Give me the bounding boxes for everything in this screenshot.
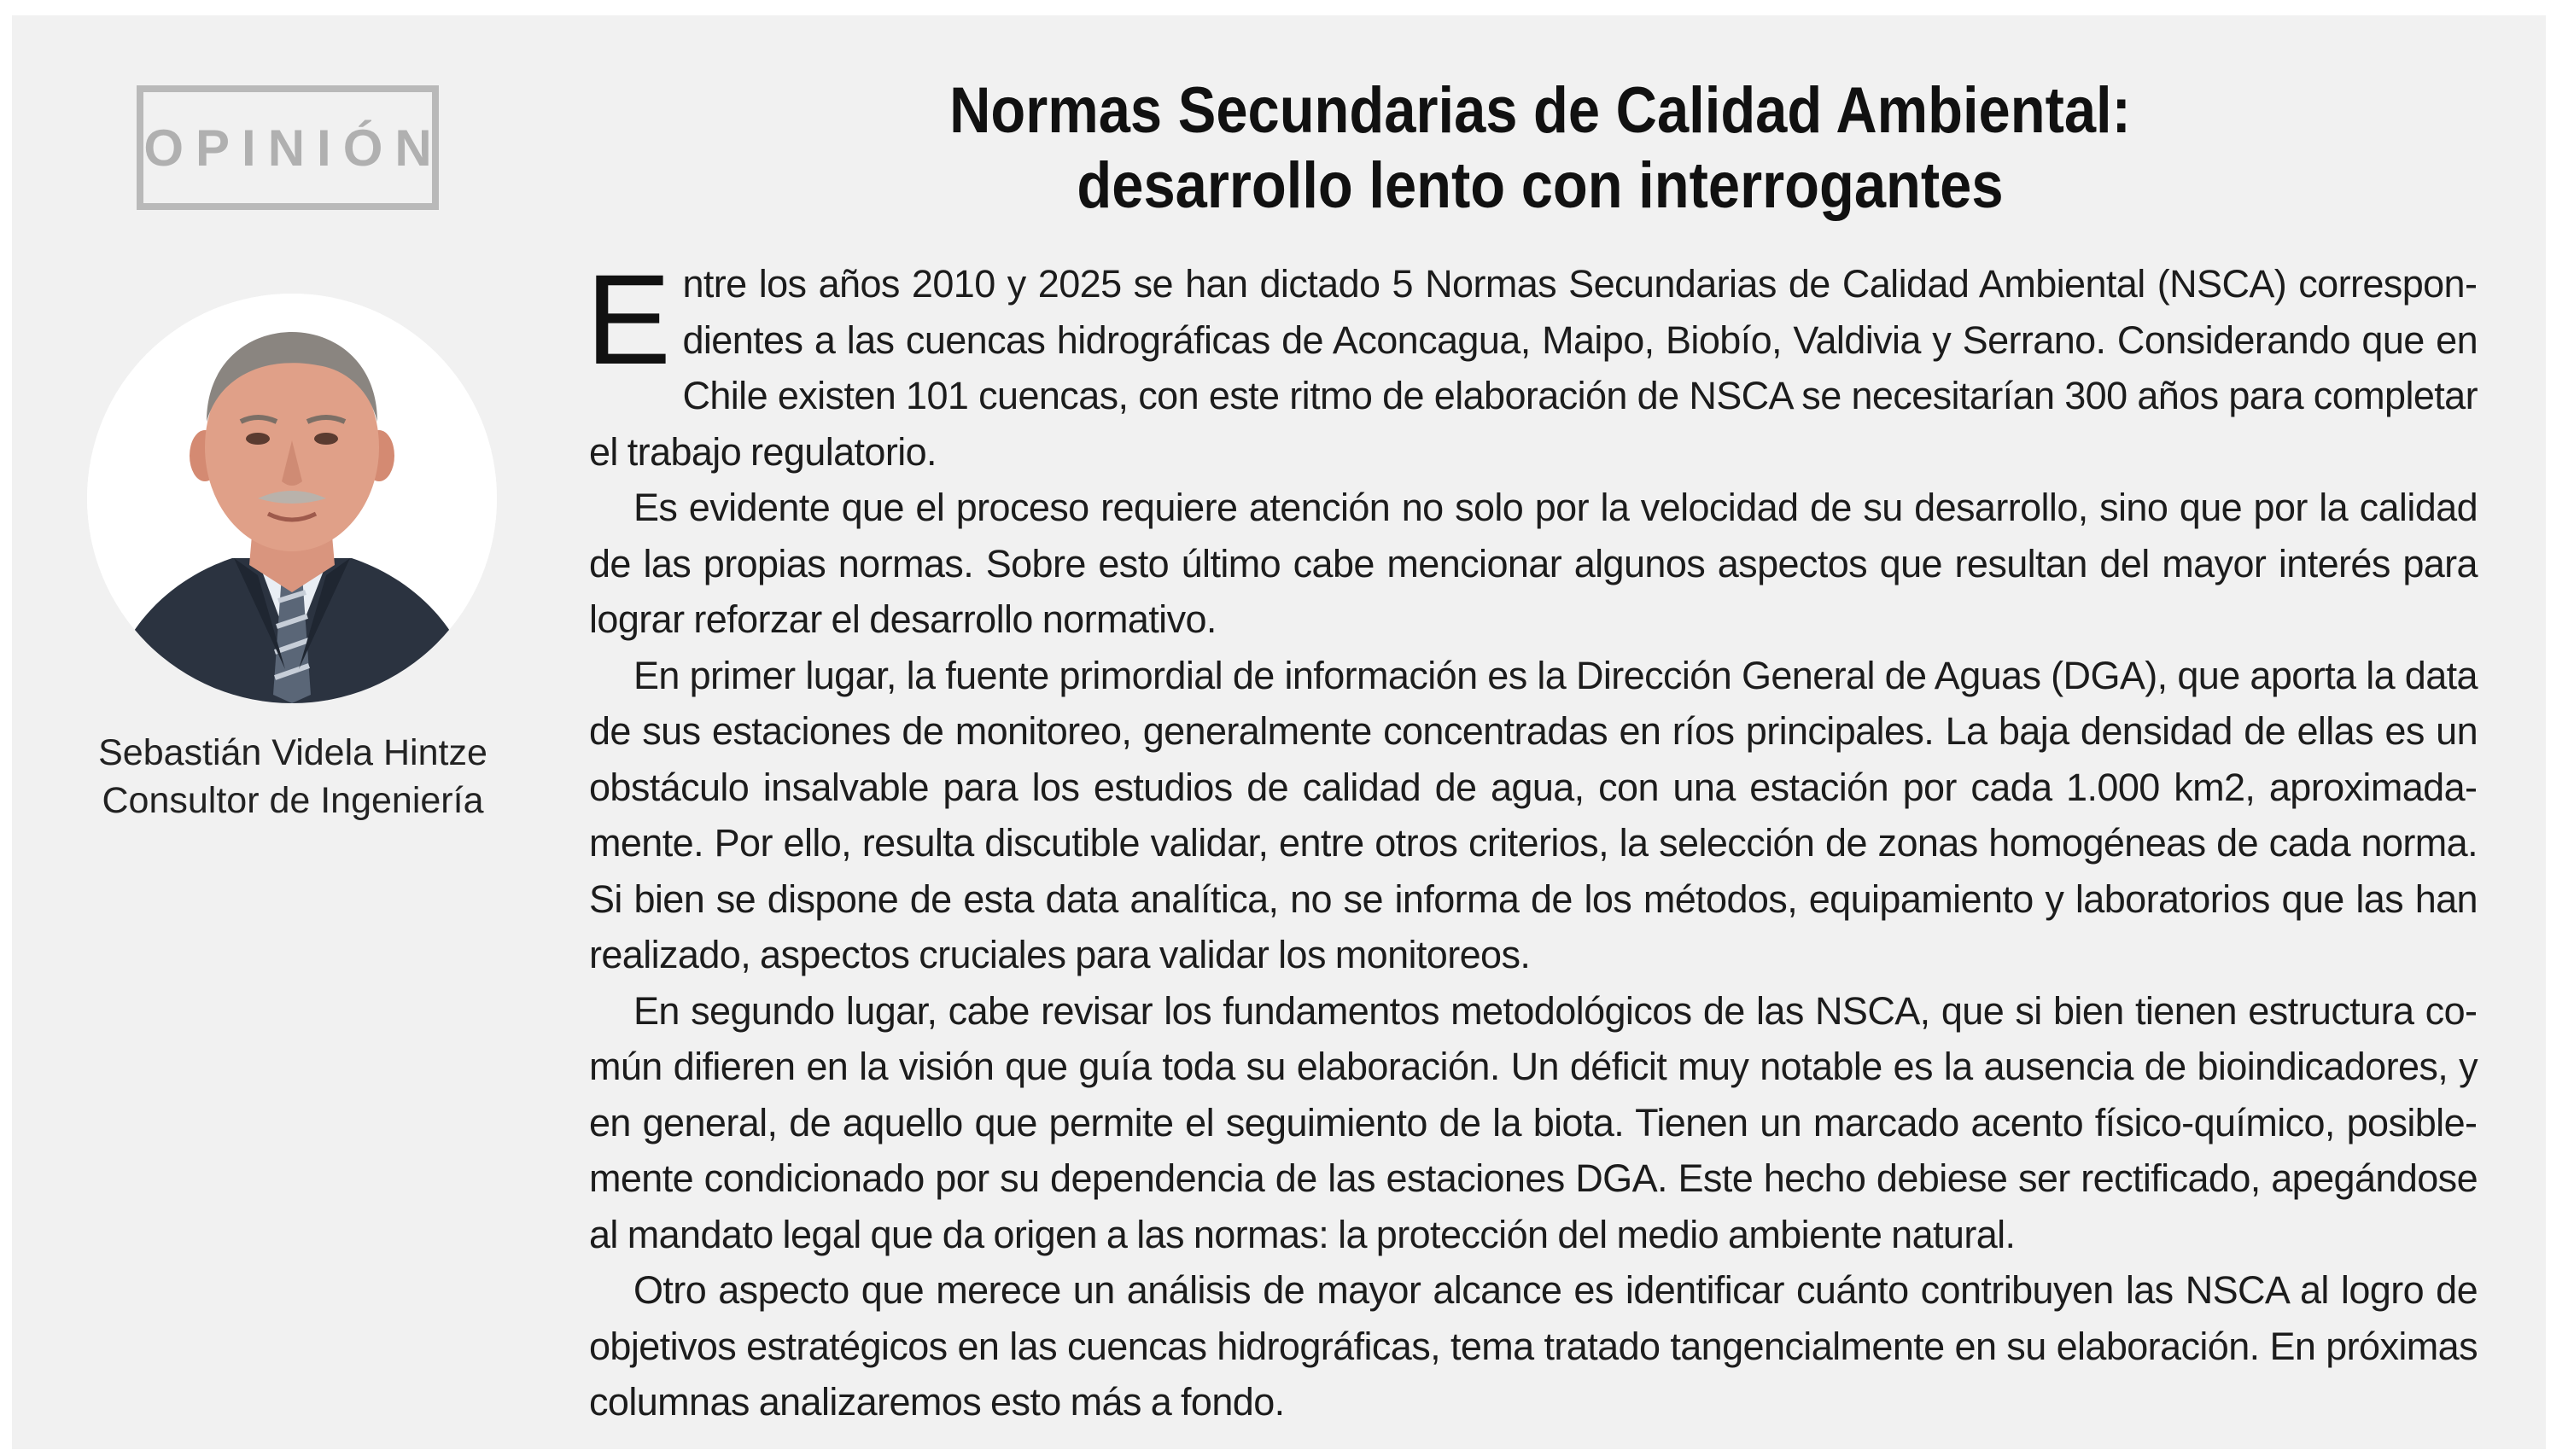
section-label: OPINIÓN	[143, 119, 444, 177]
drop-cap: E	[586, 248, 671, 391]
author-portrait-icon	[87, 294, 497, 703]
article-paragraph: En segundo lugar, cabe revisar los fundamentos metodológicos de las NSCA, que si bien tienen estructura común difieren en la visión que guía toda su elaboración. Un déficit muy notable es la ausencia de bioindicadores, y en general, de aquello que permite el seguimiento de la biota. Tienen un marcado acento físico-químico, posiblemente condicionado por su dependencia de las estaciones DGA. Este hecho debiese ser rectificado, apegándose al mandato legal que da origen a las normas: la protección del medio ambiente natural.	[589, 988, 2478, 1256]
author-role: Consultor de Ingeniería	[102, 780, 484, 821]
article-body	[586, 248, 2478, 1430]
article-paragraph	[586, 248, 2478, 480]
article-paragraph: Es evidente que el proceso requiere atención no solo por la velocidad de su desarrollo, sino que por la calidad de las propias normas. Sobre esto último cabe mencionar algunos aspectos que resultan del mayor interés para lograr reforzar el desarrollo normativo.	[589, 486, 2478, 641]
article-paragraph: Otro aspecto que merece un análisis de mayor alcance es identificar cuánto contribuyen las NSCA al logro de objetivos estratégicos en las cuencas hidrográficas, tema tratado tangencialmente en su elaboración. En próximas columnas analizaremos esto más a fondo.	[589, 1268, 2478, 1424]
paragraph-text: ntre los años 2010 y 2025 se han dictado 5 Normas Secundarias de Calidad Ambiental (NSCA) correspondientes a las cuencas hidrográficas de Aconcagua, Maipo, Biobío, Valdivia y Serrano. Considerando que en Chile existen 101 cuencas, con este ritmo de elaboración de NSCA se necesitarían 300 años para completar el trabajo regulatorio.	[589, 262, 2478, 474]
article-title-line-2: desarrollo lento con interrogantes	[1077, 149, 2004, 222]
author-byline	[46, 729, 540, 824]
opinion-column	[12, 15, 2546, 1449]
article-paragraph: En primer lugar, la fuente primordial de información es la Dirección General de Aguas (DGA), que aporta la data de sus estaciones de monitoreo, generalmente concentradas en ríos principales. La baja densidad de ellas es un obstáculo insalvable para los estudios de calidad de agua, con una estación por cada 1.000 km2, aproximadamente. Por ello, resulta discutible validar, entre otros criterios, la selección de zonas homogéneas de cada norma. Si bien se dispone de esta data analítica, no se informa de los métodos, equipamiento y laboratorios que las han realizado, aspectos cruciales para validar los monitoreos.	[589, 653, 2478, 976]
article-title	[676, 73, 2404, 224]
section-badge	[137, 85, 444, 210]
author-photo	[87, 294, 497, 703]
article-title-line-1: Normas Secundarias de Calidad Ambiental:	[949, 74, 2131, 147]
author-name: Sebastián Videla Hintze	[98, 732, 487, 773]
